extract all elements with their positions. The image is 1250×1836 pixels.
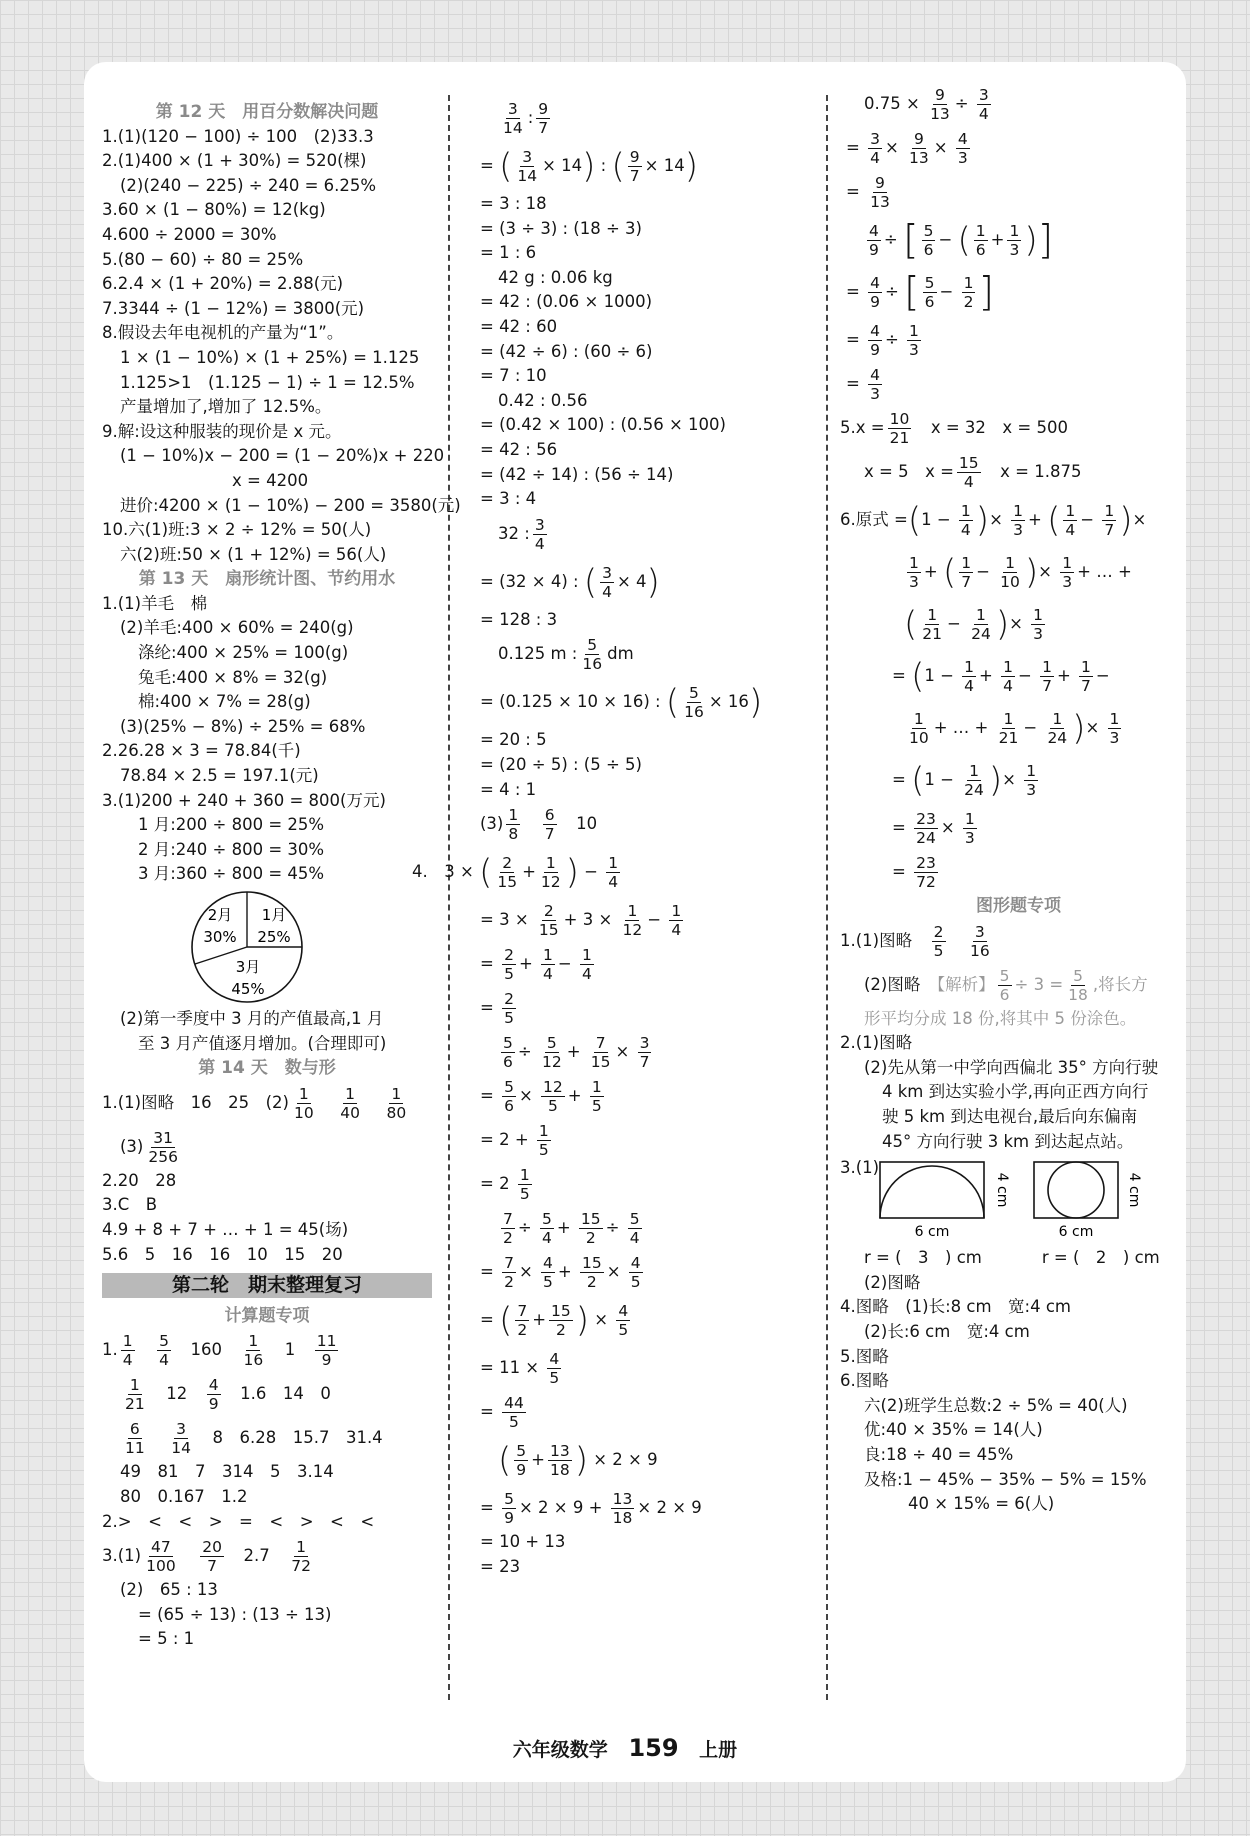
answer-line: = $\frac{7}{2}$ × $\frac{4}{5}$ + $\frac{15}{2}$ × $\frac{4}{5}$	[480, 1254, 641, 1292]
answer-line: 及格:1 − 45% − 35% − 5% = 15%	[864, 1469, 1147, 1489]
answer-line: 1 月:200 ÷ 800 = 25%	[138, 815, 325, 835]
answer-line: 9.解:设这种服装的现价是 x 元。	[102, 421, 342, 441]
answer-line: = $\frac{5}{9}$ × 2 × 9 + $\frac{13}{18}$ × 2 × 9	[480, 1490, 702, 1528]
section-title: 计算题专项	[224, 1305, 310, 1326]
answer-line: (2) 65 : 13	[120, 1580, 218, 1600]
answer-line: 六(2)班:50 × (1 + 12%) = 56(人)	[120, 544, 387, 564]
answer-line: 1.(1)羊毛 棉	[102, 593, 208, 613]
round-banner: 第二轮 期末整理复习	[102, 1273, 432, 1298]
section-title: 图形题专项	[976, 896, 1061, 916]
page-number: 159	[628, 1734, 679, 1762]
answer-line: = $\frac{2}{5}$	[480, 990, 514, 1028]
answer-line: 4.9 + 8 + 7 + … + 1 = 45(场)	[102, 1219, 349, 1239]
answer-line: = $\frac{23}{24}$ × $\frac{1}{3}$	[892, 810, 975, 847]
answer-line: r = ( 3 ) cm r = ( 2 ) cm	[864, 1248, 1160, 1268]
answer-line: 3.C B	[102, 1195, 158, 1215]
answer-line: 1.(1)(120 − 100) ÷ 100 (2)33.3	[102, 126, 374, 146]
answer-line: = 3 : 18	[480, 194, 547, 213]
answer-line: 3.(1)200 + 240 + 360 = 800(万元)	[102, 790, 386, 810]
answer-line: (2)第一季度中 3 月的产值最高,1 月	[120, 1009, 384, 1028]
answer-line: = (42 ÷ 14) : (56 ÷ 14)	[480, 464, 674, 484]
answer-line: 兔毛:400 × 8% = 32(g)	[138, 667, 328, 687]
answer-line: = 3 : 4	[480, 489, 537, 509]
answer-line: 32 : $\frac{3}{4}$	[498, 515, 545, 553]
answer-line: = (3 ÷ 3) : (18 ÷ 3)	[480, 218, 642, 238]
answer-line: = 1 : 6	[480, 243, 537, 263]
answer-line: (2)羊毛:400 × 60% = 240(g)	[120, 618, 354, 638]
answer-line: = (32 × 4) : ( $\frac{3}{4}$ × 4)	[480, 562, 660, 603]
section-title: 第 14 天 数与形	[198, 1058, 336, 1079]
pie-label-mar: 3月	[235, 958, 261, 976]
answer-line: = (1 − $\frac{1}{24}$ )× $\frac{1}{3}$	[892, 760, 1037, 801]
answer-line: $\frac{3}{14}$ : $\frac{9}{7}$	[503, 100, 549, 137]
answer-line: 4 km 到达实验小学,再向正西方向行	[882, 1082, 1149, 1102]
answer-line: (3) $\frac{31}{256}$	[120, 1128, 178, 1166]
pie-value-jan: 25%	[257, 928, 291, 946]
answer-line: (3)(25% − 8%) ÷ 25% = 68%	[120, 716, 366, 736]
answer-column-2	[412, 96, 825, 1579]
answer-line: 2.(1)图略	[840, 1033, 913, 1053]
answer-line: x = 4200	[232, 470, 309, 490]
answer-line: (2)(240 − 225) ÷ 240 = 6.25%	[120, 175, 377, 195]
answer-line: 良:18 ÷ 40 = 45%	[864, 1444, 1014, 1464]
answer-line: = (1 − $\frac{1}{4}$ + $\frac{1}{4}$ − $\frac{1}{7}$ + $\frac{1}{7}$ −	[892, 656, 1110, 697]
figure-2-height: 4 cm	[1126, 1172, 1142, 1208]
answer-line: = $\frac{3}{4}$ × $\frac{9}{13}$ × $\frac{4}{3}$	[846, 130, 968, 167]
answer-column-1	[102, 100, 461, 1652]
answer-line: 5.6 5 16 16 10 15 20	[102, 1244, 343, 1264]
answer-line: 5.x = $\frac{10}{21}$ x = 32 x = 500	[840, 410, 1068, 447]
answer-line: (2)图略	[864, 1272, 921, 1292]
answer-line: $\frac{1}{3}$ + ( $\frac{1}{7}$ − $\frac{1}{10}$ )× $\frac{1}{3}$ + … +	[909, 552, 1132, 593]
answer-line: = 10 + 13	[480, 1532, 566, 1552]
figure-1-width: 6 cm	[914, 1224, 950, 1241]
answer-line: 六(2)班学生总数:2 ÷ 5% = 40(人)	[864, 1395, 1128, 1415]
answer-line: 优:40 × 35% = 14(人)	[864, 1420, 1043, 1440]
answer-line: $\frac{7}{2}$ ÷ $\frac{5}{4}$ + $\frac{15}{2}$ ÷ $\frac{5}{4}$	[503, 1210, 640, 1248]
answer-line: = $\frac{5}{6}$ × $\frac{12}{5}$ + $\frac{1}{5}$	[480, 1078, 602, 1116]
answer-line: (2)图略 【解析】 $\frac{5}{6}$ ÷ 3 = $\frac{5}{18}$ ,将长方	[864, 966, 1148, 1004]
answer-line: 1 × (1 − 10%) × (1 + 25%) = 1.125	[120, 347, 420, 367]
answer-line: 2.> < < > = < > < <	[102, 1511, 375, 1531]
answer-line: 5.(80 − 60) ÷ 80 = 25%	[102, 249, 304, 269]
figure-2-width: 6 cm	[1058, 1224, 1094, 1241]
section-title: 第 12 天 用百分数解决问题	[155, 102, 379, 122]
answer-line: 2.(1)400 × (1 + 30%) = 520(棵)	[102, 151, 367, 171]
footer-volume: 上册	[699, 1739, 738, 1761]
answer-line: = (0.125 × 10 × 16) : ( $\frac{5}{16}$ × 16)	[480, 682, 763, 723]
answer-line: = (65 ÷ 13) : (13 ÷ 13)	[138, 1604, 332, 1624]
answer-line: 1. $\frac{1}{4}$ $\frac{5}{4}$ 160 $\frac{1}{16}$ 1 $\frac{11}{9}$	[102, 1332, 337, 1370]
answer-line: = (20 ÷ 5) : (5 ÷ 5)	[480, 754, 642, 774]
answer-line: 2.26.28 × 3 = 78.84(千)	[102, 741, 301, 761]
answer-line: 4. 3 × ( $\frac{2}{15}$ + $\frac{1}{12}$ ) − $\frac{1}{4}$	[412, 852, 619, 893]
answer-line: 8.假设去年电视机的产量为“1”。	[102, 323, 344, 343]
answer-line: 6.2.4 × (1 + 20%) = 2.88(元)	[102, 274, 344, 294]
answer-line: x = 5 x = $\frac{15}{4}$ x = 1.875	[864, 454, 1082, 491]
answer-line: ( $\frac{1}{21}$ − $\frac{1}{24}$ )× $\frac{1}{3}$	[904, 604, 1044, 645]
answer-line: = 20 : 5	[480, 730, 547, 750]
answer-line: 78.84 × 2.5 = 197.1(元)	[120, 766, 319, 786]
answer-line: 驶 5 km 到达电视台,最后向东偏南	[882, 1106, 1138, 1126]
pie-label-jan: 1月	[261, 906, 287, 924]
answer-line: = (42 ÷ 6) : (60 ÷ 6)	[480, 341, 653, 361]
answer-line: 2 月:240 ÷ 800 = 30%	[138, 839, 325, 859]
answer-line: 7.3344 ÷ (1 − 12%) = 3800(元)	[102, 298, 365, 318]
answer-line: = $\frac{4}{3}$	[846, 366, 880, 403]
answer-line: 5.图略	[840, 1346, 889, 1366]
answer-line: 42 g : 0.06 kg	[498, 267, 613, 287]
answer-line: (2)长:6 cm 宽:4 cm	[864, 1321, 1030, 1341]
answer-line: (1 − 10%)x − 200 = (1 − 20%)x + 220	[120, 446, 445, 466]
answer-line: 10.六(1)班:3 × 2 ÷ 12% = 50(人)	[102, 520, 372, 540]
answer-line: 4.600 ÷ 2000 = 30%	[102, 224, 277, 244]
answer-line: = $\frac{44}{5}$	[480, 1394, 524, 1432]
answer-line: = 128 : 3	[480, 609, 558, 629]
answer-line: = $\frac{23}{72}$	[892, 854, 936, 891]
figure-row	[840, 1154, 1191, 1246]
answer-line: = 2 + $\frac{1}{5}$	[480, 1122, 549, 1160]
answer-line: 80 0.167 1.2	[120, 1486, 248, 1506]
footer-grade: 六年级数学	[512, 1739, 608, 1761]
answer-line: 3 月:360 ÷ 800 = 45%	[138, 864, 325, 884]
column-divider	[826, 95, 828, 1700]
answer-line: = 42 : 56	[480, 439, 558, 459]
answer-line: (3) $\frac{1}{8}$ $\frac{6}{7}$ 10	[480, 806, 598, 844]
answer-line: 产量增加了,增加了 12.5%。	[120, 397, 332, 417]
pie-chart	[102, 887, 432, 1007]
pie-value-feb: 30%	[203, 928, 237, 946]
answer-line: = 3 × $\frac{2}{15}$ + 3 × $\frac{1}{12}$ − $\frac{1}{4}$	[480, 902, 682, 940]
page-footer	[0, 1734, 1250, 1762]
section-title: 第 13 天 扇形统计图、节约用水	[138, 569, 396, 590]
answer-line: 棉:400 × 7% = 28(g)	[138, 692, 311, 712]
answer-line: = $\frac{2}{5}$ + $\frac{1}{4}$ − $\frac{1}{4}$	[480, 946, 592, 984]
answer-line: 6.图略	[840, 1371, 889, 1391]
answer-line: = ( $\frac{7}{2}$ + $\frac{15}{2}$ ) × $\frac{4}{5}$	[480, 1300, 629, 1341]
answer-line: $\frac{6}{11}$ $\frac{3}{14}$ 8 6.28 15.7 31.4	[125, 1420, 383, 1458]
answer-line: = $\frac{4}{9}$ ÷ [ $\frac{5}{6}$ − $\frac{1}{2}$ ]	[846, 269, 995, 316]
answer-line: = $\frac{4}{9}$ ÷ $\frac{1}{3}$	[846, 322, 919, 359]
answer-line: 形平均分成 18 份,将其中 5 份涂色。	[864, 1008, 1137, 1028]
answer-line: 4.图略 (1)长:8 cm 宽:4 cm	[840, 1297, 1072, 1317]
answer-line: 2.20 28	[102, 1170, 177, 1190]
answer-line: 3.60 × (1 − 80%) = 12(kg)	[102, 200, 326, 220]
answer-line: 49 81 7 314 5 3.14	[120, 1462, 334, 1482]
answer-line: = 23	[480, 1556, 521, 1576]
answer-line: 40 × 15% = 6(人)	[908, 1494, 1055, 1514]
pie-value-mar: 45%	[231, 980, 265, 998]
answer-line: 45° 方向行驶 3 km 到达起点站。	[882, 1131, 1134, 1151]
answer-line: 1.(1)图略 16 25 (2) $\frac{1}{10}$ $\frac{1}{40}$ $\frac{1}{80}$	[102, 1084, 407, 1122]
answer-line: 至 3 月产值逐月增加。(合理即可)	[138, 1033, 387, 1053]
answer-line: = 11 × $\frac{4}{5}$	[480, 1350, 560, 1388]
answer-line: $\frac{1}{21}$ 12 $\frac{4}{9}$ 1.6 14 0	[125, 1376, 331, 1414]
answer-line: = 42 : (0.06 × 1000)	[480, 292, 653, 312]
answer-line: 1.(1)图略 $\frac{2}{5}$ $\frac{3}{16}$	[840, 922, 990, 960]
answer-line: 3.(1) $\frac{47}{100}$ $\frac{20}{7}$ 2.7 $\frac{1}{72}$	[102, 1538, 311, 1576]
answer-line: = 42 : 60	[480, 316, 558, 336]
answer-line: = 2 $\frac{1}{5}$	[480, 1166, 530, 1204]
answer-line: 0.42 : 0.56	[498, 390, 588, 410]
answer-line: 6.原式 =(1 − $\frac{1}{4}$ )× $\frac{1}{3}$ + ( $\frac{1}{4}$ − $\frac{1}{7}$ )×	[840, 500, 1147, 541]
answer-line: (2)先从第一中学向西偏北 35° 方向行驶	[864, 1057, 1159, 1077]
answer-line: $\frac{4}{9}$ ÷ [ $\frac{5}{6}$ − ( $\frac{1}{6}$ + $\frac{1}{3}$ )]	[869, 217, 1054, 264]
answer-line: 0.125 m : $\frac{5}{16}$ dm	[498, 636, 634, 674]
answer-line: 0.75 × $\frac{9}{13}$ ÷ $\frac{3}{4}$	[864, 86, 989, 123]
figure-1-height: 4 cm	[994, 1172, 1010, 1208]
answer-line: ( $\frac{5}{9}$ + $\frac{13}{18}$ ) × 2 × 9	[498, 1440, 658, 1481]
answer-line: 涤纶:400 × 25% = 100(g)	[138, 643, 349, 663]
answer-line: 1.125>1 (1.125 − 1) ÷ 1 = 12.5%	[120, 372, 415, 392]
answer-line: = 5 : 1	[138, 1629, 195, 1649]
pie-label-feb: 2月	[207, 906, 233, 924]
answer-line: $\frac{1}{10}$ + … + $\frac{1}{21}$ − $\frac{1}{24}$ )× $\frac{1}{3}$	[909, 708, 1120, 749]
answer-line: = 4 : 1	[480, 779, 537, 799]
geometry-figures	[878, 1156, 1168, 1242]
answer-column-3	[840, 82, 1191, 1517]
answer-line: 进价:4200 × (1 − 10%) − 200 = 3580(元)	[120, 495, 461, 515]
answer-line: = ( $\frac{3}{14}$ × 14) : ( $\frac{9}{7}$ × 14)	[480, 146, 698, 187]
answer-line: $\frac{5}{6}$ ÷ $\frac{5}{12}$ + $\frac{7}{15}$ × $\frac{3}{7}$	[503, 1034, 650, 1072]
answer-line: = $\frac{9}{13}$	[846, 174, 890, 211]
answer-line: = (0.42 × 100) : (0.56 × 100)	[480, 415, 726, 435]
question-number: 3.(1)	[840, 1158, 880, 1178]
answer-line: = 7 : 10	[480, 366, 547, 386]
